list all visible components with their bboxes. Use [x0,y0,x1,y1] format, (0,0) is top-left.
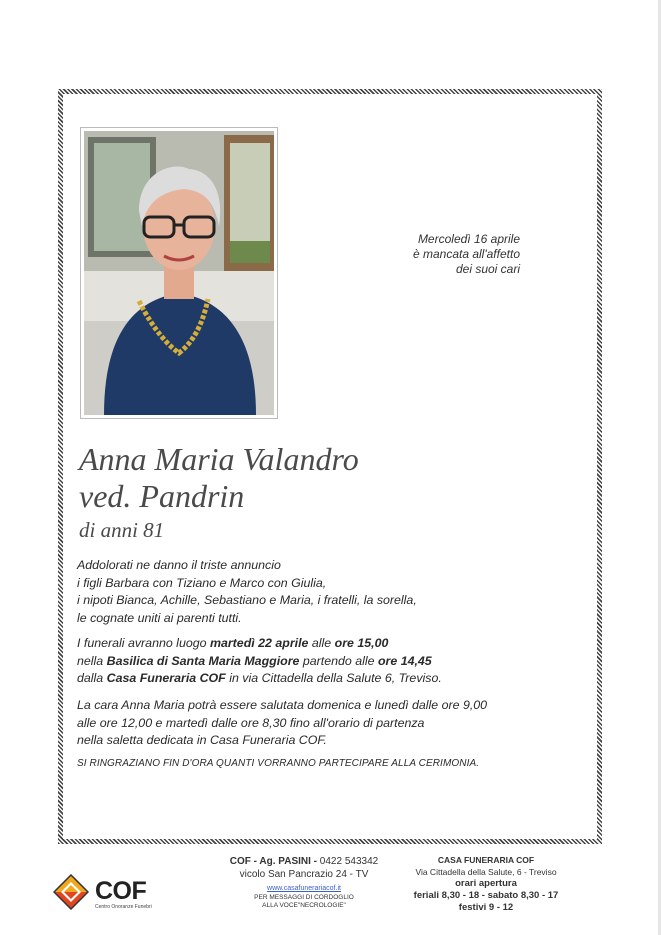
funeral-line-3 [77,670,442,688]
announcement-line: Addolorati ne danno il triste annuncio [77,558,281,572]
funeral-date: martedì 22 aprile [209,636,309,650]
funeral-text: dalla [77,671,107,685]
logo-subtitle: Centro Onoranze Funebri [95,904,152,910]
death-line: dei suoi cari [455,262,520,276]
funeral-text: in via Cittadella della Salute 6, Treviso. [225,671,442,685]
opening-hours-title: orari apertura [455,878,517,889]
portrait-photo [80,127,278,419]
weekday-hours: feriali 8,30 - 18 - sabato 8,30 - 17 [413,890,559,901]
visitation-paragraph [77,697,487,750]
funeral-home-title: CASA FUNERARIA COF [437,855,535,865]
visitation-line: alle ore 12,00 e martedì dalle ore 8,30 fino all'orario di partenza [77,715,425,730]
agency-name: COF - Ag. PASINI - [229,856,318,867]
funeral-church: Basilica di Santa Maria Maggiore [106,653,300,668]
departure-time: ore 14,45 [377,653,432,668]
announcement-line: le cognate uniti ai parenti tutti. [77,610,242,625]
holiday-hours: festivi 9 - 12 [458,902,514,913]
logo-text: COF [95,877,147,905]
funeral-line-1 [77,635,442,653]
funeral-paragraph [77,635,442,688]
funeral-time: ore 15,00 [334,636,389,650]
funeral-home-address: Via Cittadella della Salute, 6 - Treviso [415,867,557,877]
portrait-image [84,131,274,415]
cof-diamond-icon [53,874,89,910]
funeral-text: nella [77,653,107,668]
messages-note: ALLA VOCE"NECROLOGIE" [262,902,346,909]
cof-logo [53,874,165,914]
visitation-line: La cara Anna Maria potrà essere salutata domenica e lunedì dalle ore 9,00 [77,698,488,712]
funeral-home: Casa Funeraria COF [106,671,226,685]
messages-note: PER MESSAGGI DI CORDOGLIO [254,894,354,901]
deceased-name [79,441,359,515]
funeral-line-2 [77,653,442,671]
name-line-1: Anna Maria Valandro [79,441,359,477]
visitation-line: nella saletta dedicata in Casa Funeraria COF. [77,733,327,747]
funeral-text: alle [308,636,335,650]
name-line-2: ved. Pandrin [79,478,245,514]
death-line: Mercoledì 16 aprile [417,232,520,246]
agency-name-line [214,855,394,868]
deceased-age: di anni 81 [79,518,165,542]
announcement-line: i nipoti Bianca, Achille, Sebastiano e Maria, i fratelli, la sorella, [77,593,417,607]
funeral-home-info [405,855,567,914]
funeral-text: partendo alle [299,653,378,668]
agency-phone: 0422 543342 [317,856,379,867]
website-link[interactable]: www.casafunerariacof.it [267,885,341,892]
announcement-line: i figli Barbara con Tiziano e Marco con Giulia, [77,575,327,590]
announcement-paragraph [77,557,417,627]
agency-address: vicolo San Pancrazio 24 - TV [239,869,369,880]
funeral-text: I funerali avranno luogo [77,636,210,650]
death-line: è mancata all'affetto [412,247,520,261]
agency-info [214,855,394,910]
death-notice-date [360,232,520,277]
thanks-line: SI RINGRAZIANO FIN D'ORA QUANTI VORRANNO PARTECIPARE ALLA CERIMONIA. [77,758,480,769]
